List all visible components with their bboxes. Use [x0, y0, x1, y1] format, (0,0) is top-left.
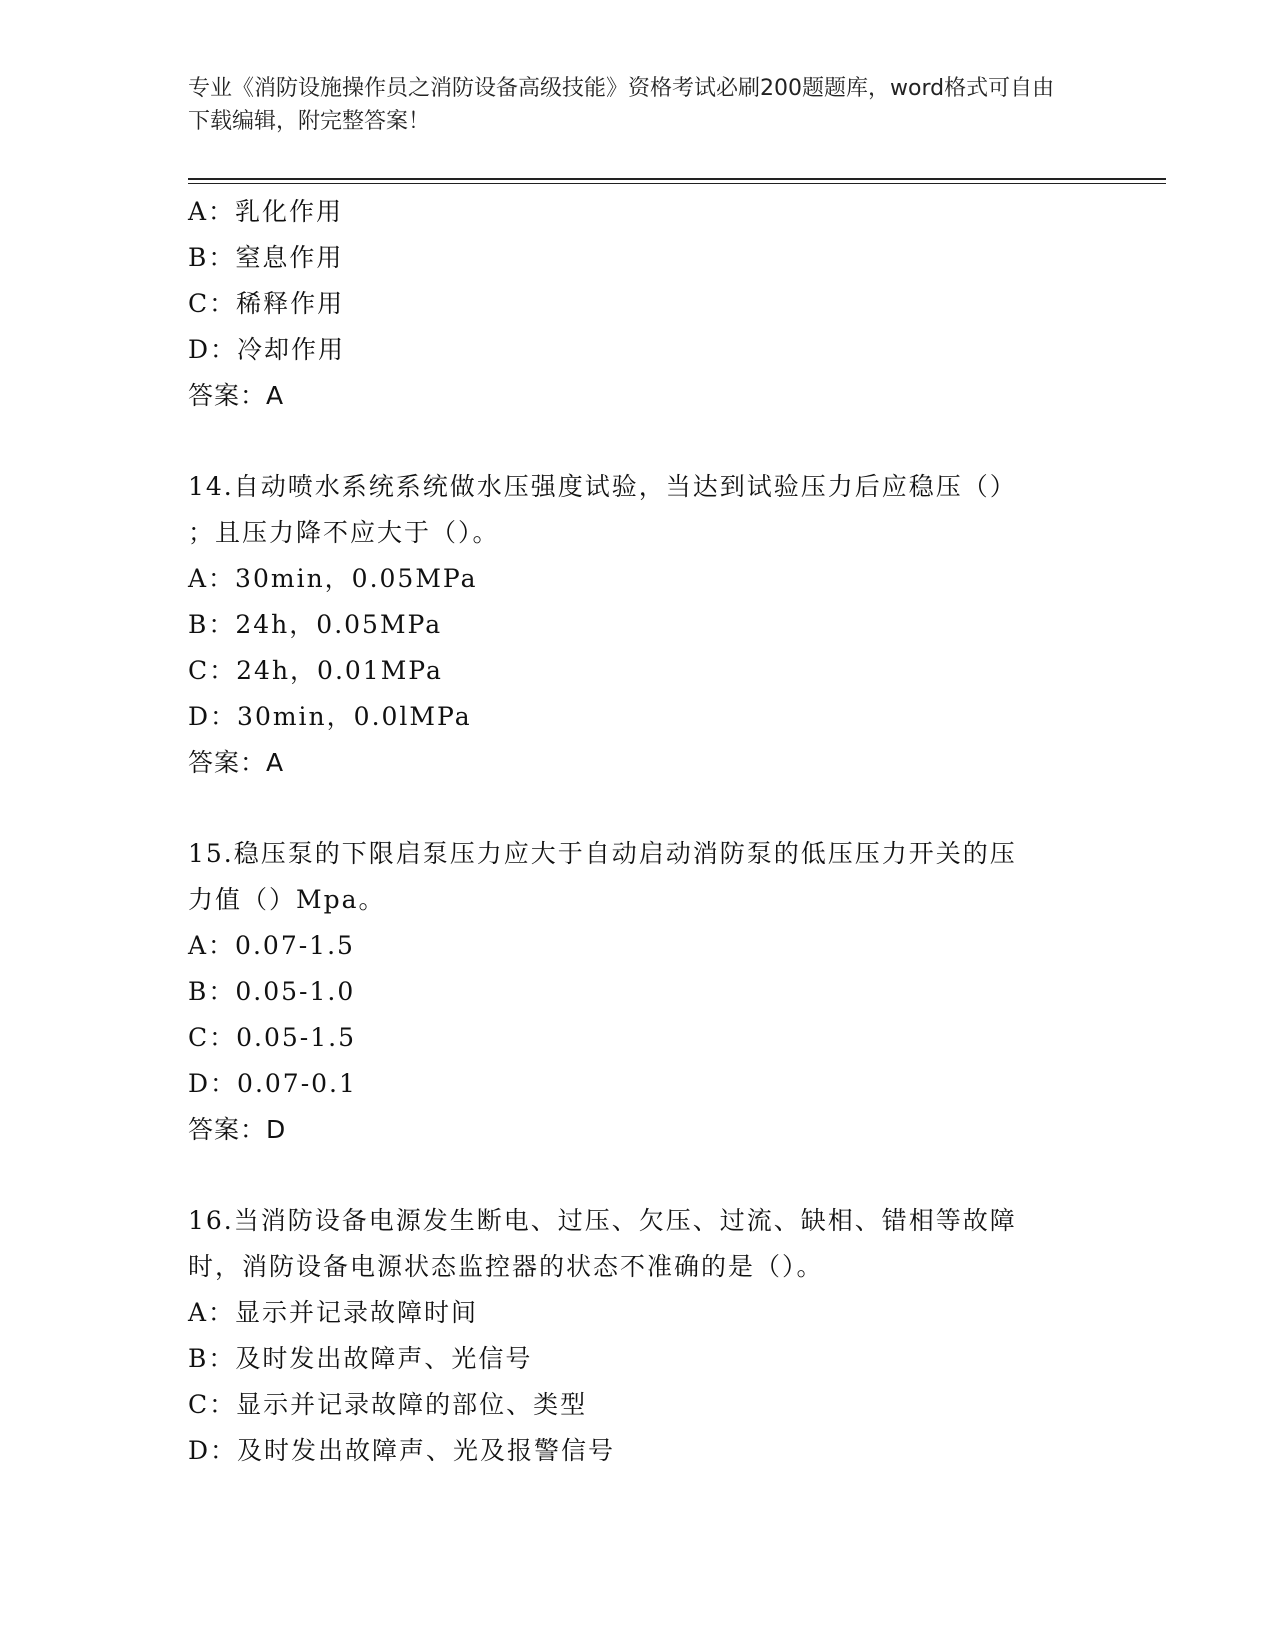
- option-c: C：显示并记录故障的部位、类型: [188, 1390, 588, 1419]
- answer: 答案：A: [188, 748, 285, 777]
- option-b: B：24h，0.05MPa: [188, 610, 443, 639]
- option-d: D：0.07-0.1: [188, 1069, 357, 1098]
- question-13: [188, 189, 1088, 419]
- option-c: C：稀释作用: [188, 289, 345, 318]
- option-c: C：0.05-1.5: [188, 1023, 356, 1052]
- spacer: [188, 786, 1088, 831]
- question-stem-line-1: 14.自动喷水系统系统做水压强度试验，当达到试验压力后应稳压（）: [188, 472, 1017, 501]
- option-d: D：及时发出故障声、光及报警信号: [188, 1436, 616, 1465]
- question-16: [188, 1198, 1088, 1474]
- answer: 答案：D: [188, 1115, 287, 1144]
- option-a: A：乳化作用: [188, 197, 344, 226]
- option-b: B：0.05-1.0: [188, 977, 356, 1006]
- question-15: [188, 831, 1088, 1153]
- option-b: B：及时发出故障声、光信号: [188, 1344, 533, 1373]
- question-stem-line-1: 16.当消防设备电源发生断电、过压、欠压、过流、缺相、错相等故障: [188, 1206, 1017, 1235]
- option-b: B：窒息作用: [188, 243, 344, 272]
- header-divider-thick: [188, 178, 1166, 180]
- question-stem-line-2: 力值（）Mpa。: [188, 885, 386, 914]
- option-d: D：30min，0.0lMPa: [188, 702, 472, 731]
- option-a: A：显示并记录故障时间: [188, 1298, 479, 1327]
- document-header: 专业《消防设施操作员之消防设备高级技能》资格考试必刷200题题库，word格式可自由下载编辑，附完整答案！: [188, 76, 1055, 134]
- option-a: A：30min，0.05MPa: [188, 564, 478, 593]
- option-c: C：24h，0.01MPa: [188, 656, 443, 685]
- question-stem-line-2: 时，消防设备电源状态监控器的状态不准确的是（）。: [188, 1252, 824, 1281]
- question-list: [188, 189, 1088, 1474]
- option-d: D：冷却作用: [188, 335, 346, 364]
- question-14: [188, 464, 1088, 786]
- question-stem-line-2: ；且压力降不应大于（）。: [188, 518, 500, 547]
- spacer: [188, 419, 1088, 464]
- answer: 答案：A: [188, 381, 285, 410]
- spacer: [188, 1153, 1088, 1198]
- header-divider-thin: [188, 183, 1166, 184]
- question-stem-line-1: 15.稳压泵的下限启泵压力应大于自动启动消防泵的低压压力开关的压: [188, 839, 1017, 868]
- option-a: A：0.07-1.5: [188, 931, 355, 960]
